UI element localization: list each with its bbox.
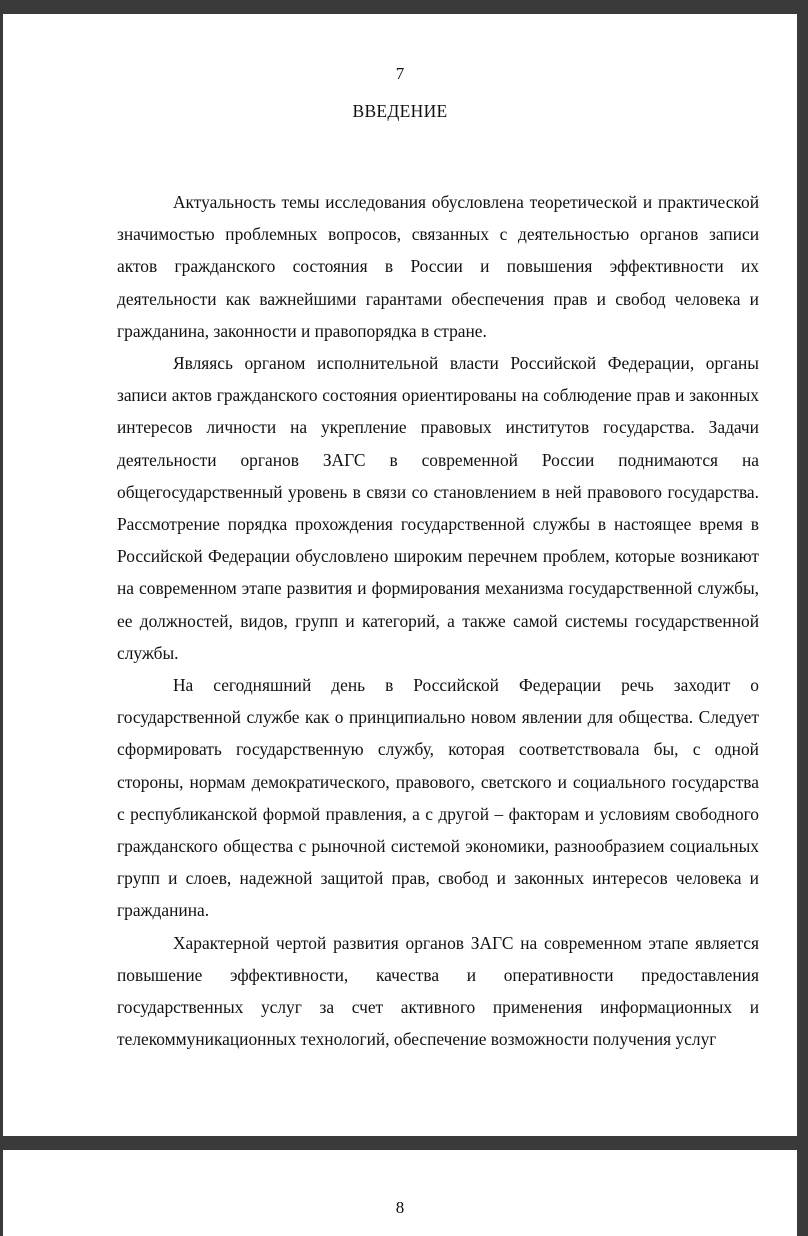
page-body <box>117 186 759 1055</box>
document-page <box>3 1150 797 1236</box>
page-number: 7 <box>395 64 405 83</box>
paragraph: Являясь органом исполнительной власти Российской Федерации, органы записи актов гражданского состояния ориентированы на соблюдение прав и законных интересов личности на укрепление правовых институтов государства. Задачи деятельности органов ЗАГС в современной России поднимаются на общегосударственный уровень в связи со становлением в ней правового государства. Рассмотрение порядка прохождения государственной службы в настоящее время в Российской Федерации обусловлено широким перечнем проблем, которые возникают на современном этапе развития и формирования механизма государственной службы, ее должностей, видов, групп и категорий, а также самой системы государственной службы. <box>117 353 759 663</box>
paragraph: На сегодняшний день в Российской Федерации речь заходит о государственной службе как о принципиально новом явлении для общества. Следует сформировать государственную службу, которая соответствовала бы, с одной стороны, нормам демократического, правового, светского и социального государства с республиканской формой правления, а с другой – факторам и условиям свободного гражданского общества с рыночной системой экономики, разнообразием социальных групп и слоев, надежной защитой прав, свобод и законных интересов человека и гражданина. <box>117 675 759 921</box>
document-page <box>3 14 797 1136</box>
section-heading: ВВЕДЕНИЕ <box>352 101 448 121</box>
paragraph: Актуальность темы исследования обусловлена теоретической и практической значимостью проблемных вопросов, связанных с деятельностью органов записи актов гражданского состояния в России и повышения эффективности их деятельности как важнейшими гарантами обеспечения прав и свобод человека и гражданина, законности и правопорядка в стране. <box>117 192 759 341</box>
paragraph: Характерной чертой развития органов ЗАГС на современном этапе является повышение эффективности, качества и оперативности предоставления государственных услуг за счет активного применения информационных и телекоммуникационных технологий, обеспечение возможности получения услуг <box>117 932 759 1050</box>
page-number: 8 <box>395 1198 405 1217</box>
